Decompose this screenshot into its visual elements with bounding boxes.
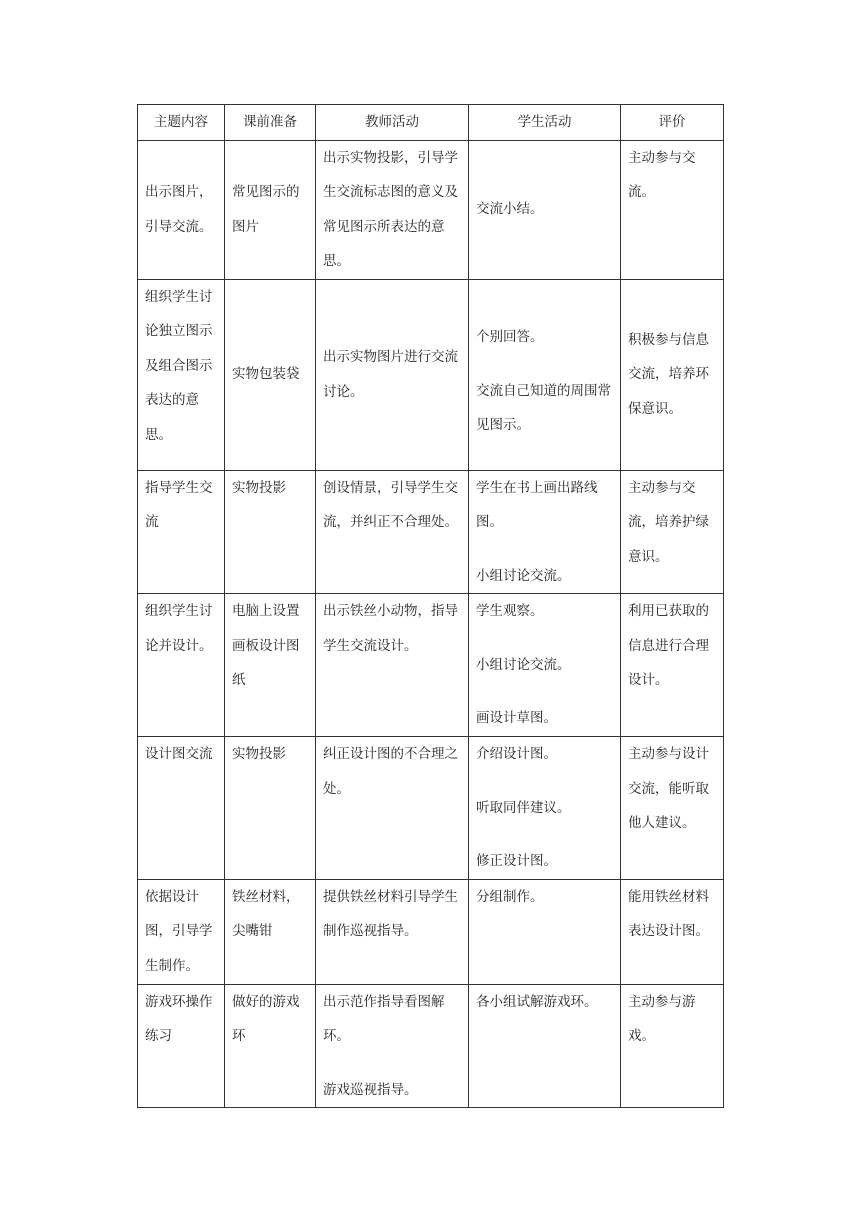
teacher-activity-text: 纠正设计图的不合理之处。	[323, 746, 458, 797]
cell-theme	[138, 279, 225, 470]
cell-eval	[621, 879, 724, 984]
student-activity-text: 学生在书上画出路线图。	[476, 479, 598, 530]
student-activity-text: 分组制作。	[476, 888, 544, 905]
cell-theme-text: 出示图片，引导交流。	[145, 184, 213, 235]
cell-prep	[225, 879, 316, 984]
cell-theme-text: 组织学生讨论独立图示及组合图示表达的意思。	[145, 288, 213, 443]
cell-student	[469, 279, 621, 470]
cell-teacher	[316, 737, 469, 880]
student-activity-text: 学生观察。	[476, 603, 544, 619]
student-activity-text: 小组讨论交流。	[476, 567, 571, 584]
cell-prep	[225, 737, 316, 880]
table-row	[138, 984, 724, 1108]
header-eval: 评价	[621, 105, 724, 141]
table-row	[138, 737, 724, 880]
cell-student	[469, 879, 621, 984]
table-row	[138, 470, 724, 594]
header-student: 学生活动	[469, 105, 621, 141]
cell-theme-text: 设计图交流	[145, 746, 213, 762]
cell-teacher	[316, 594, 469, 737]
header-teacher: 教师活动	[316, 105, 469, 141]
teacher-activity-text: 提供铁丝材料引导学生制作巡视指导。	[323, 888, 458, 939]
cell-student	[469, 594, 621, 737]
teacher-activity-text: 出示实物图片进行交流讨论。	[323, 349, 458, 400]
cell-theme	[138, 737, 225, 880]
student-activity-text: 听取同伴建议。	[476, 799, 571, 816]
cell-prep-text: 电脑上设置画板设计图纸	[232, 603, 300, 688]
cell-eval-text: 主动参与游戏。	[628, 993, 696, 1044]
cell-prep	[225, 279, 316, 470]
student-activity-text: 各小组试解游戏环。	[476, 993, 598, 1010]
cell-theme	[138, 984, 225, 1108]
cell-theme	[138, 879, 225, 984]
cell-eval-text: 主动参与交流。	[628, 149, 696, 200]
student-activity-text: 介绍设计图。	[476, 746, 557, 762]
cell-eval	[621, 594, 724, 737]
header-theme: 主题内容	[138, 105, 225, 141]
cell-student	[469, 737, 621, 880]
cell-theme	[138, 470, 225, 594]
teacher-activity-text: 出示范作指导看图解环。	[323, 993, 445, 1044]
cell-prep	[225, 984, 316, 1108]
cell-prep	[225, 594, 316, 737]
cell-student	[469, 140, 621, 279]
cell-teacher	[316, 279, 469, 470]
cell-prep-text: 实物投影	[232, 746, 286, 762]
cell-prep-text: 常见图示的图片	[232, 184, 300, 235]
cell-prep	[225, 140, 316, 279]
teacher-activity-text: 出示铁丝小动物，指导学生交流设计。	[323, 603, 458, 654]
cell-teacher	[316, 140, 469, 279]
cell-theme-text: 依据设计图，引导学生制作。	[145, 888, 213, 974]
cell-eval-text: 主动参与设计交流，能听取他人建议。	[628, 746, 709, 831]
cell-eval	[621, 140, 724, 279]
cell-student	[469, 470, 621, 594]
lesson-plan-table	[137, 104, 724, 1108]
student-activity-text: 画设计草图。	[476, 710, 557, 726]
cell-theme-text: 指导学生交流	[145, 479, 213, 530]
cell-eval	[621, 984, 724, 1108]
header-prep: 课前准备	[225, 105, 316, 141]
cell-teacher	[316, 879, 469, 984]
teacher-activity-text: 创设情景，引导学生交流，并纠正不合理处。	[323, 479, 458, 530]
cell-eval-text: 利用已获取的信息进行合理设计。	[628, 603, 709, 688]
cell-eval	[621, 737, 724, 880]
cell-eval-text: 积极参与信息交流，培养环保意识。	[628, 331, 709, 417]
cell-eval	[621, 470, 724, 594]
cell-theme-text: 组织学生讨论并设计。	[145, 603, 213, 654]
cell-teacher	[316, 984, 469, 1108]
header-row	[138, 105, 724, 141]
student-activity-text: 交流自己知道的周围常见图示。	[476, 382, 611, 434]
student-activity-text: 个别回答。	[476, 329, 544, 346]
teacher-activity-text: 游戏巡视指导。	[323, 1081, 418, 1098]
table-row	[138, 594, 724, 737]
table-row	[138, 279, 724, 470]
student-activity-text: 修正设计图。	[476, 853, 557, 869]
cell-prep-text: 实物投影	[232, 479, 286, 496]
cell-theme	[138, 140, 225, 279]
teacher-activity-text: 出示实物投影，引导学生交流标志图的意义及常见图示所表达的意思。	[323, 149, 458, 269]
cell-prep-text: 铁丝材料，尖嘴钳	[232, 888, 300, 939]
cell-teacher	[316, 470, 469, 594]
student-activity-text: 小组讨论交流。	[476, 656, 571, 673]
table-row	[138, 879, 724, 984]
cell-student	[469, 984, 621, 1108]
cell-theme-text: 游戏环操作练习	[145, 993, 213, 1044]
cell-prep-text: 实物包装袋	[232, 366, 300, 383]
cell-eval-text: 主动参与交流，培养护绿意识。	[628, 479, 709, 565]
cell-theme	[138, 594, 225, 737]
table-row	[138, 140, 724, 279]
cell-eval	[621, 279, 724, 470]
student-activity-text: 交流小结。	[476, 201, 544, 218]
cell-prep-text: 做好的游戏环	[232, 993, 300, 1044]
cell-eval-text: 能用铁丝材料表达设计图。	[628, 888, 709, 939]
cell-prep	[225, 470, 316, 594]
